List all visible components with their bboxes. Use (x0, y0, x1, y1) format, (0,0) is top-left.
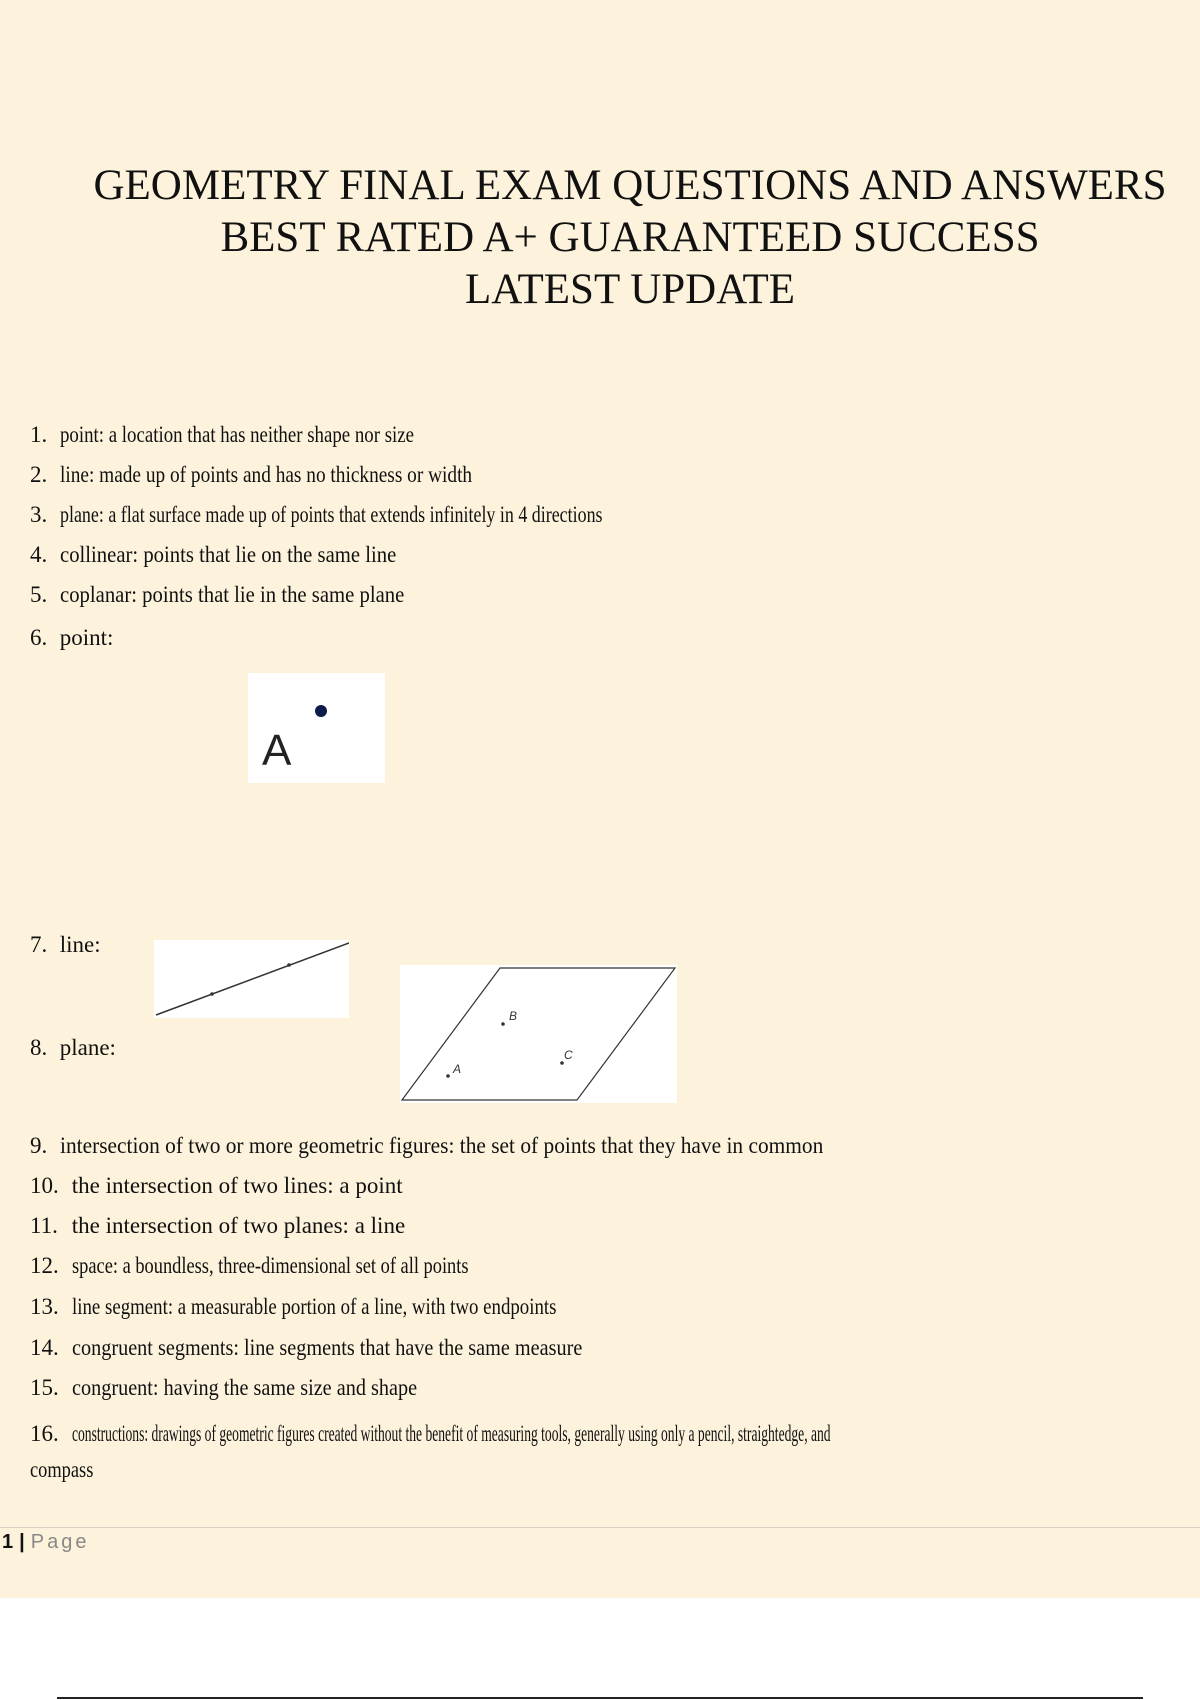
list-item (30, 1211, 405, 1241)
plane-diagram (400, 965, 677, 1103)
item-number: 4. (30, 542, 48, 567)
page-footer (2, 1527, 89, 1557)
plane-figure (400, 965, 677, 1103)
item-text: line: (59, 932, 101, 957)
item-number: 1. (30, 422, 48, 447)
list-item (30, 1292, 663, 1322)
item-text: intersection of two or more geometric figures: the set of points that they have in common (59, 1133, 824, 1158)
title-line-1: GEOMETRY FINAL EXAM QUESTIONS AND ANSWERS (93, 162, 1167, 209)
item-number: 6. (30, 625, 48, 650)
list-item-continuation (30, 1455, 109, 1485)
item-number: 3. (30, 502, 48, 527)
title-line-2: BEST RATED A+ GUARANTEED SUCCESS (220, 214, 1040, 261)
item-number: 14. (30, 1335, 59, 1360)
list-item (30, 1131, 881, 1161)
plane-point-a (446, 1074, 450, 1078)
plane-label-b: B (509, 1009, 518, 1023)
item-text: line segment: a measurable portion of a line, with two endpoints (71, 1294, 557, 1319)
plane-point-b (501, 1022, 505, 1026)
list-item (30, 1333, 652, 1363)
item-text: coplanar: points that lie in the same plane (59, 582, 405, 607)
document-title (60, 160, 1200, 316)
item-number: 10. (30, 1173, 59, 1198)
footer-divider (0, 1527, 1200, 1528)
item-number: 13. (30, 1294, 59, 1319)
line-stroke (156, 943, 349, 1015)
item-text: point: a location that has neither shape nor size (59, 422, 414, 447)
page-number: 1 (2, 1531, 14, 1553)
line-point (287, 963, 291, 967)
item-text: line: made up of points and has no thickness or width (59, 462, 472, 487)
item-text: congruent: having the same size and shape (71, 1375, 417, 1400)
list-item (30, 1171, 403, 1201)
item-text: constructions: drawings of geometric figures created without the benefit of measuring tools, generally using only a pencil, straightedge, and (71, 1421, 831, 1446)
item-number: 15. (30, 1375, 59, 1400)
item-text: the intersection of two lines: a point (71, 1173, 403, 1198)
list-item (30, 1251, 567, 1281)
point-label: A (262, 726, 292, 775)
item-text: compass (30, 1457, 94, 1482)
list-item (30, 1373, 464, 1403)
list-item (30, 1033, 116, 1063)
list-item (30, 580, 442, 610)
point-dot (315, 705, 327, 717)
title-line-3: LATEST UPDATE (464, 266, 796, 313)
point-figure (248, 673, 385, 783)
page-separator: | (19, 1531, 25, 1553)
plane-label-a: A (453, 1062, 462, 1076)
list-item (30, 420, 492, 450)
item-number: 5. (30, 582, 48, 607)
list-item (30, 1419, 1200, 1449)
item-text: congruent segments: line segments that have the same measure (71, 1335, 583, 1360)
list-item (30, 930, 101, 960)
item-text: point: (59, 625, 114, 650)
point-diagram (248, 673, 385, 783)
item-text: plane: a flat surface made up of points that extends infinitely in 4 directions (59, 502, 603, 527)
line-figure (154, 940, 349, 1018)
item-number: 9. (30, 1133, 48, 1158)
item-number: 12. (30, 1253, 59, 1278)
item-number: 2. (30, 462, 48, 487)
item-number: 7. (30, 932, 48, 957)
page-word: Page (30, 1531, 90, 1553)
item-number: 8. (30, 1035, 48, 1060)
item-number: 16. (30, 1421, 59, 1446)
list-item (30, 623, 113, 653)
plane-label-c: C (564, 1048, 573, 1062)
line-diagram (154, 940, 349, 1018)
item-text: plane: (59, 1035, 116, 1060)
item-text: collinear: points that lie on the same line (59, 542, 397, 567)
list-item (30, 500, 755, 530)
list-item (30, 460, 550, 490)
item-number: 11. (30, 1213, 58, 1238)
plane-outline (402, 968, 675, 1100)
list-item (30, 540, 433, 570)
item-text: the intersection of two planes: a line (71, 1213, 406, 1238)
bottom-rule (57, 1697, 1143, 1699)
line-point (210, 992, 214, 996)
item-text: space: a boundless, three-dimensional set of all points (71, 1253, 469, 1278)
